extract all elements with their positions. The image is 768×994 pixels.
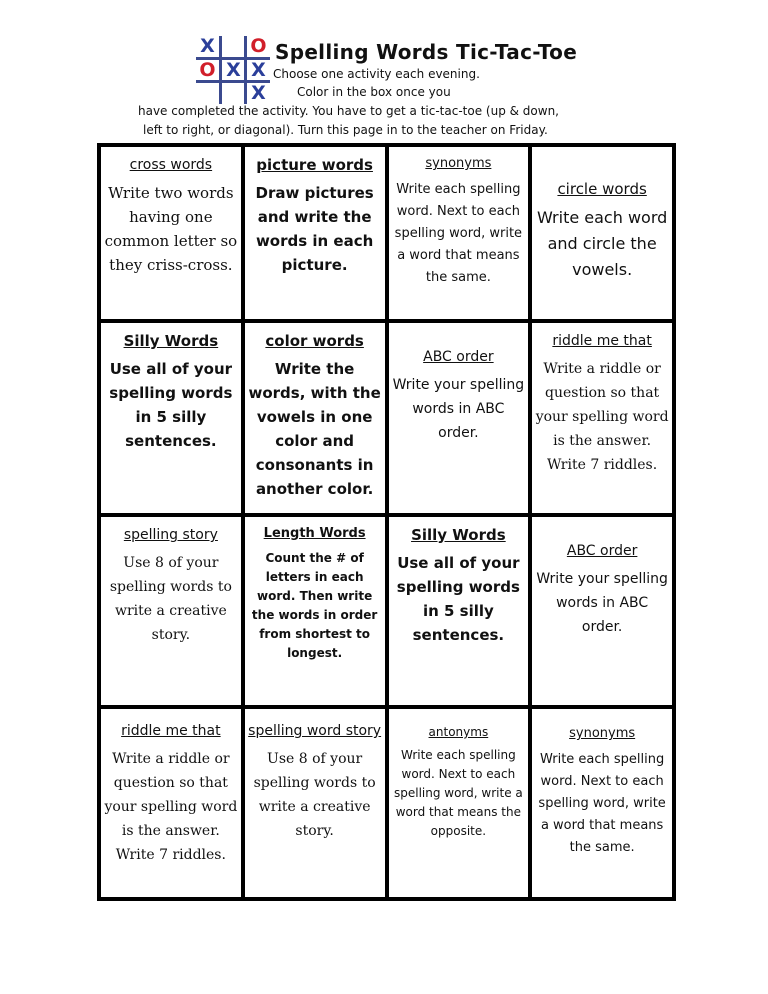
activity-description: Use 8 of your spelling words to write a creative story. [109, 555, 232, 643]
activity-cell-circle-words[interactable] [532, 147, 672, 319]
logo-x-mark: X [251, 59, 266, 81]
page-title: Spelling Words Tic-Tac-Toe [275, 40, 578, 64]
activity-description: Write each spelling word. Next to each spelling word, write a word that means the same. [538, 752, 666, 855]
activity-description: Use 8 of your spelling words to write a creative story. [253, 751, 376, 839]
activity-heading: ABC order [423, 349, 494, 365]
activity-heading: Silly Words [411, 526, 506, 544]
activity-heading: picture words [256, 156, 373, 174]
activity-cell-antonyms[interactable] [389, 709, 529, 897]
activity-cell-picture-words[interactable] [245, 147, 385, 319]
activity-cell-spelling-word-story[interactable] [245, 709, 385, 897]
activity-heading: Silly Words [123, 332, 219, 350]
activity-heading: antonyms [428, 725, 489, 739]
instruction-line: left to right, or diagonal). Turn this page in to the teacher on Friday. [143, 123, 548, 137]
activity-description: Write your spelling words in ABC order. [536, 571, 668, 635]
activity-heading: synonyms [569, 726, 636, 741]
logo-x-mark: X [251, 82, 266, 104]
tic-tac-toe-logo [196, 36, 270, 104]
activity-description: Count the # of letters in each word. Then write the words in order from shortest to longest. [251, 551, 378, 660]
activity-cell-silly-words[interactable] [101, 323, 241, 513]
instruction-line: have completed the activity. You have to get a tic-tac-toe (up & down, [138, 104, 559, 118]
activity-cell-abc-order[interactable] [389, 323, 529, 513]
activity-cell-abc-order[interactable] [532, 517, 672, 705]
instruction-line: Choose one activity each evening. [273, 67, 480, 81]
tic-tac-toe-grid [97, 143, 676, 901]
activity-description: Write a riddle or question so that your spelling word is the answer. Write 7 riddles. [104, 751, 238, 863]
activity-description: Write your spelling words in ABC order. [392, 377, 525, 441]
activity-heading: cross words [129, 157, 213, 173]
logo-o-mark: O [250, 35, 267, 57]
activity-description: Write each spelling word. Next to each spelling word, write a word that means the same. [394, 182, 523, 285]
activity-description: Use all of your spelling words in 5 silly sentences. [109, 360, 233, 450]
logo-x-mark: X [200, 35, 215, 57]
logo-x-mark: X [226, 59, 241, 81]
activity-description: Write two words having one common letter so they criss-cross. [104, 184, 238, 274]
activity-description: Use all of your spelling words in 5 silly sentences. [396, 554, 520, 644]
activity-heading: Length Words [263, 526, 366, 541]
activity-description: Write each word and circle the vowels. [536, 208, 668, 279]
activity-description: Draw pictures and write the words in each picture. [255, 184, 374, 274]
activity-heading: synonyms [425, 156, 492, 171]
activity-heading: ABC order [566, 543, 638, 559]
activity-cell-riddle-me-that[interactable] [532, 323, 672, 513]
activity-heading: circle words [557, 180, 647, 198]
activity-cell-riddle-me-that[interactable] [101, 709, 241, 897]
activity-heading: spelling word story [248, 723, 382, 739]
activity-description: Write each spelling word. Next to each spelling word, write a word that means the opposite. [393, 748, 523, 838]
instruction-line: Color in the box once you [297, 85, 451, 99]
activity-heading: spelling story [123, 527, 218, 543]
activity-description: Write the words, with the vowels in one color and consonants in another color. [248, 360, 381, 498]
activity-cell-silly-words[interactable] [389, 517, 529, 705]
logo-o-mark: O [199, 59, 216, 81]
activity-cell-synonyms[interactable] [532, 709, 672, 897]
activity-heading: color words [265, 332, 364, 350]
activity-cell-length-words[interactable] [245, 517, 385, 705]
activity-heading: riddle me that [552, 333, 652, 349]
activity-heading: riddle me that [121, 723, 221, 739]
activity-cell-color-words[interactable] [245, 323, 385, 513]
activity-cell-synonyms[interactable] [389, 147, 529, 319]
activity-description: Write a riddle or question so that your spelling word is the answer. Write 7 riddles. [535, 361, 669, 473]
activity-cell-spelling-story[interactable] [101, 517, 241, 705]
activity-cell-cross-words[interactable] [101, 147, 241, 319]
